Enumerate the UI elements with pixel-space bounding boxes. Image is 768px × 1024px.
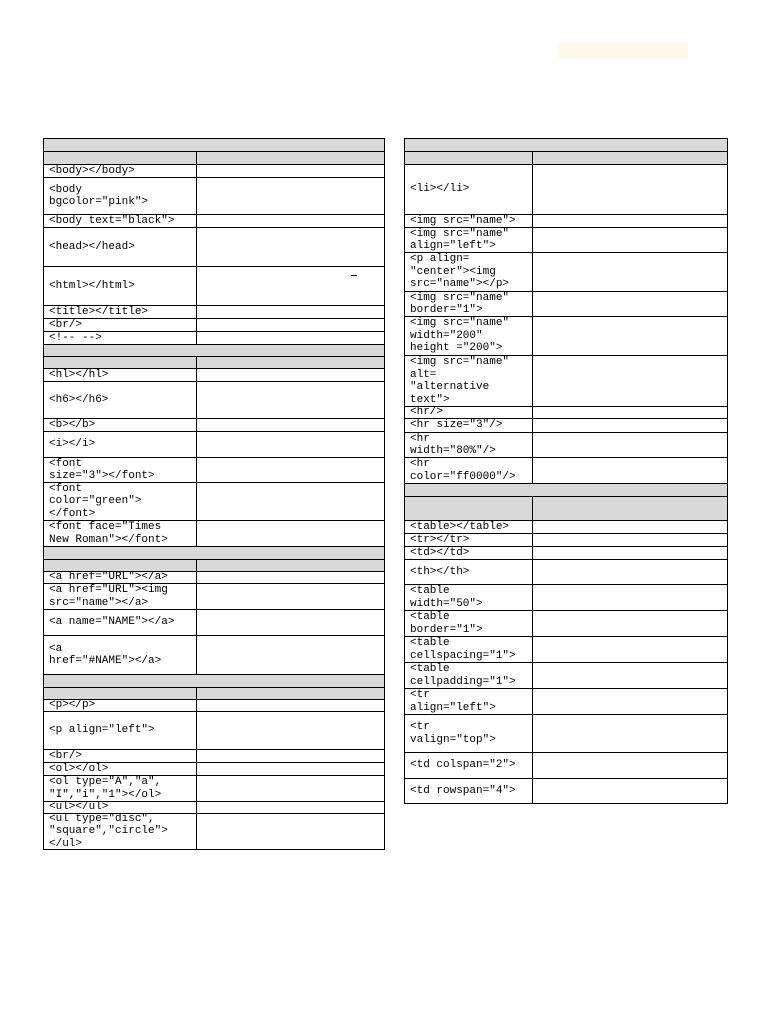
tag-cell: <li></li> [405,165,533,214]
tag-cell: <table border="1"> [405,611,533,636]
table-row [43,749,385,762]
table-row [43,177,385,214]
description-cell [533,356,727,406]
description-cell [533,165,727,214]
table-row [404,662,728,688]
tag-cell: <hr size="3"/> [405,419,533,432]
tag-cell: <font size="3"></font> [44,458,197,482]
description-cell [533,585,727,610]
description-cell [197,306,384,318]
description-cell [197,382,384,418]
description-cell [197,458,384,482]
tag-cell: <td colspan="2"> [405,753,533,778]
table-row [43,164,385,177]
description-cell [197,332,384,344]
section-header [43,344,385,356]
description-cell [533,637,727,662]
description-cell [197,700,384,711]
tag-cell: <table width="50"> [405,585,533,610]
description-cell [197,712,384,749]
tag-cell: <img src="name" alt= "alternative text"> [405,356,533,406]
table-row [43,318,385,331]
tag-cell: <!-- --> [44,332,197,344]
description-cell [533,560,727,584]
table-row [404,714,728,752]
table-row [43,418,385,431]
tag-cell: <td rowspan="4"> [405,779,533,803]
table-row [404,355,728,406]
table-row [404,418,728,432]
tag-cell: <a name="NAME"></a> [44,610,197,635]
tag-cell: <p></p> [44,700,197,711]
tag-cell: <ul type="disc", "square","circle"> </ul> [44,814,197,849]
description-cell [533,534,727,546]
table-row [404,610,728,636]
table-row [43,813,385,850]
tag-cell: <body bgcolor="pink"> [44,178,197,214]
description-cell [197,584,384,609]
description-cell [197,776,384,801]
tag-cell: <tr></tr> [405,534,533,546]
tag-cell: <ol></ol> [44,763,197,775]
tag-cell: <a href="URL"><img src="name"></a> [44,584,197,609]
table-row [404,214,728,227]
table-row [404,316,728,355]
description-cell [197,750,384,762]
table-row [43,801,385,813]
description-cell [197,572,384,583]
tag-cell: <head></head> [44,228,197,266]
description-cell [533,779,727,803]
tag-cell: <p align="left"> [44,712,197,749]
description-cell [197,610,384,635]
table-row [404,164,728,214]
description-cell [533,292,727,316]
tag-cell: <tr align="left"> [405,689,533,714]
tag-cell: <body text="black"> [44,215,197,227]
tag-cell: <hr color="ff0000"/> [405,458,533,483]
table-row [404,778,728,804]
section-header [43,674,385,687]
description-cell [197,763,384,775]
column-header-tag [44,688,197,699]
table-row [404,252,728,291]
column-header-tag [44,560,197,571]
table-row [43,699,385,711]
tag-cell: <ul></ul> [44,802,197,813]
description-cell [533,715,727,752]
table-row [404,406,728,418]
description-cell [197,419,384,431]
column-header-description [197,357,384,368]
table-row [404,546,728,559]
description-cell [533,663,727,688]
table-row [43,457,385,482]
table-row [43,266,385,305]
table-row [404,291,728,316]
section-header [404,138,728,151]
column-header-tag [405,497,533,520]
tag-cell: <hr/> [405,407,533,418]
section-header [43,138,385,151]
description-cell [197,165,384,177]
column-header-row [404,496,728,520]
tag-cell: <img src="name" width="200" height ="200"> [405,317,533,355]
table-row [404,457,728,483]
table-row [404,752,728,778]
table-row [43,520,385,546]
description-cell [197,215,384,227]
tag-cell: <img src="name" border="1"> [405,292,533,316]
description-cell [533,521,727,533]
tag-cell: <img src="name"> [405,215,533,227]
tag-cell: <td></td> [405,547,533,559]
description-cell [197,369,384,381]
dash-mark [351,275,357,276]
description-cell [533,419,727,432]
column-header-description [197,560,384,571]
table-row [43,762,385,775]
table-row [43,214,385,227]
tag-cell: <br/> [44,319,197,331]
table-row [43,431,385,457]
tag-cell: <i></i> [44,432,197,457]
tag-cell: <a href="#NAME"></a> [44,636,197,674]
table-row [43,583,385,609]
description-cell [533,689,727,714]
description-cell [197,814,384,849]
tag-cell: <img src="name" align="left"> [405,228,533,252]
tag-cell: <table cellpadding="1"> [405,663,533,688]
column-header-tag [44,152,197,164]
description-cell [533,215,727,227]
table-row [43,305,385,318]
tag-cell: <hr width="80%"/> [405,433,533,457]
description-cell [197,802,384,813]
table-row [404,520,728,533]
tag-cell: <table cellspacing="1"> [405,637,533,662]
tag-cell: <b></b> [44,419,197,431]
table-row [43,775,385,801]
tag-cell: <p align= "center"><img src="name"></p> [405,253,533,291]
description-cell [197,319,384,331]
table-row [404,559,728,584]
column-header-description [533,497,727,520]
description-cell [197,228,384,266]
description-cell [533,228,727,252]
column-header-row [43,356,385,368]
right-table [404,138,728,804]
tag-cell: <font color="green"> </font> [44,483,197,520]
column-header-row [404,151,728,164]
description-cell [533,407,727,418]
table-row [43,368,385,381]
description-cell [533,458,727,483]
column-header-tag [44,357,197,368]
description-cell [197,483,384,520]
tag-cell: <table></table> [405,521,533,533]
column-header-description [197,152,384,164]
tag-cell: <th></th> [405,560,533,584]
column-header-description [533,152,727,164]
tag-cell: <h6></h6> [44,382,197,418]
tag-cell: <a href="URL"></a> [44,572,197,583]
table-row [43,381,385,418]
table-row [404,533,728,546]
tag-cell: <hl></hl> [44,369,197,381]
section-header [404,483,728,496]
table-row [43,227,385,266]
column-header-row [43,151,385,164]
description-cell [533,253,727,291]
table-row [404,636,728,662]
tag-cell: <title></title> [44,306,197,318]
table-row [404,584,728,610]
description-cell [197,636,384,674]
description-cell [533,611,727,636]
table-row [404,688,728,714]
description-cell [533,317,727,355]
tag-cell: <html></html> [44,267,197,305]
tag-cell: <br/> [44,750,197,762]
description-cell [197,432,384,457]
table-row [43,482,385,520]
table-row [404,227,728,252]
table-row [404,432,728,457]
column-header-row [43,559,385,571]
table-row [43,635,385,674]
table-row [43,609,385,635]
description-cell [197,267,384,305]
section-header [43,546,385,559]
description-cell [533,753,727,778]
column-header-row [43,687,385,699]
description-cell [533,433,727,457]
table-row [43,331,385,344]
description-cell [533,547,727,559]
tag-cell: <tr valign="top"> [405,715,533,752]
left-table [43,138,385,850]
column-header-tag [405,152,533,164]
column-header-description [197,688,384,699]
description-cell [197,178,384,214]
tag-cell: <ol type="A","a", "I","i","1"></ol> [44,776,197,801]
highlight-box [558,42,688,59]
table-row [43,571,385,583]
table-row [43,711,385,749]
description-cell [197,521,384,546]
tag-cell: <font face="Times New Roman"></font> [44,521,197,546]
tag-cell: <body></body> [44,165,197,177]
